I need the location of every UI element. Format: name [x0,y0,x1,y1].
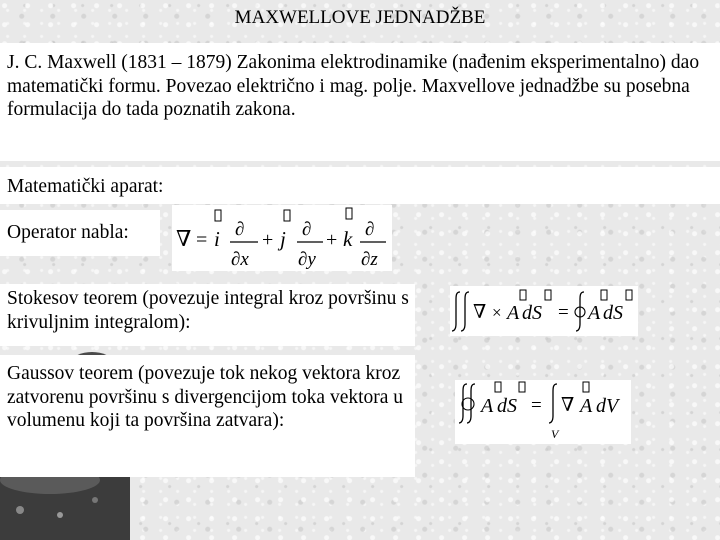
nabla-symbol: ∇ [561,395,575,416]
line-integral-sign [576,292,584,331]
vector-arrow-placeholder [519,382,525,392]
vector-arrow-placeholder [215,210,221,221]
nabla-symbol: ∇ [473,302,487,323]
volume-element: dV [596,395,619,417]
slide-title: MAXWELLOVE JEDNADŽBE [234,7,486,28]
stokes-theorem-formula [450,286,638,336]
vector-arrow-placeholder [495,382,501,392]
vector-arrow-placeholder [545,290,551,300]
stokes-theorem-text: Stokesov teorem (povezuje integral kroz površinu s krivuljnim integralom): [0,284,415,346]
vector-arrow-placeholder [346,208,352,219]
vector-arrow-placeholder [626,290,632,300]
gauss-theorem-formula [455,380,631,444]
plus-sign: + [262,229,274,251]
intro-paragraph: J. C. Maxwell (1831 – 1879) Zakonima elektrodinamike (nađenim eksperimentalno) dao matematički formu. Povezao električno i mag. polje. Maxvellove jednadžbe su posebna formulacija do tada poznatih zakona. [0,43,720,161]
vector-a: A [588,302,601,324]
volume-integral-sign [549,384,557,423]
vector-a: A [481,395,494,417]
double-integral-sign [461,292,469,331]
equals-sign: = [196,229,208,251]
gauss-theorem-text: Gaussov teorem (povezuje tok nekog vektora kroz zatvorenu površinu s divergencijom toka vektora u volumenu koji ta površina zatvara): [0,355,415,477]
math-apparatus-heading: Matematički aparat: [0,167,720,204]
nabla-operator-formula [172,205,392,271]
surface-element: dS [497,395,517,417]
vector-a: A [580,395,593,417]
closed-surface-circle [462,398,474,410]
vector-arrow-placeholder [583,382,589,392]
vector-arrow-placeholder [284,210,290,221]
vector-arrow-placeholder [520,290,526,300]
double-integral-sign [452,292,460,331]
vector-a: A [507,302,520,324]
vector-arrow-placeholder [601,290,607,300]
partial-numerator: ∂ [302,219,312,240]
plus-sign: + [326,229,338,251]
line-element: dS [603,302,623,324]
partial-dy: ∂y [298,249,316,270]
unit-vector-k: k [343,227,353,251]
equals-sign: = [531,395,542,416]
volume-subscript: V [551,427,559,441]
partial-numerator: ∂ [235,219,245,240]
partial-dx: ∂x [231,249,249,270]
unit-vector-j: j [280,227,286,251]
nabla-symbol: ∇ [176,226,192,251]
partial-dz: ∂z [361,249,378,270]
cross-product-sign: × [492,303,502,322]
surface-element: dS [522,302,542,324]
partial-numerator: ∂ [365,219,375,240]
nabla-operator-label: Operator nabla: [0,210,160,256]
equals-sign: = [558,302,569,323]
surface-integral-sign [459,384,467,423]
unit-vector-i: i [214,227,220,251]
